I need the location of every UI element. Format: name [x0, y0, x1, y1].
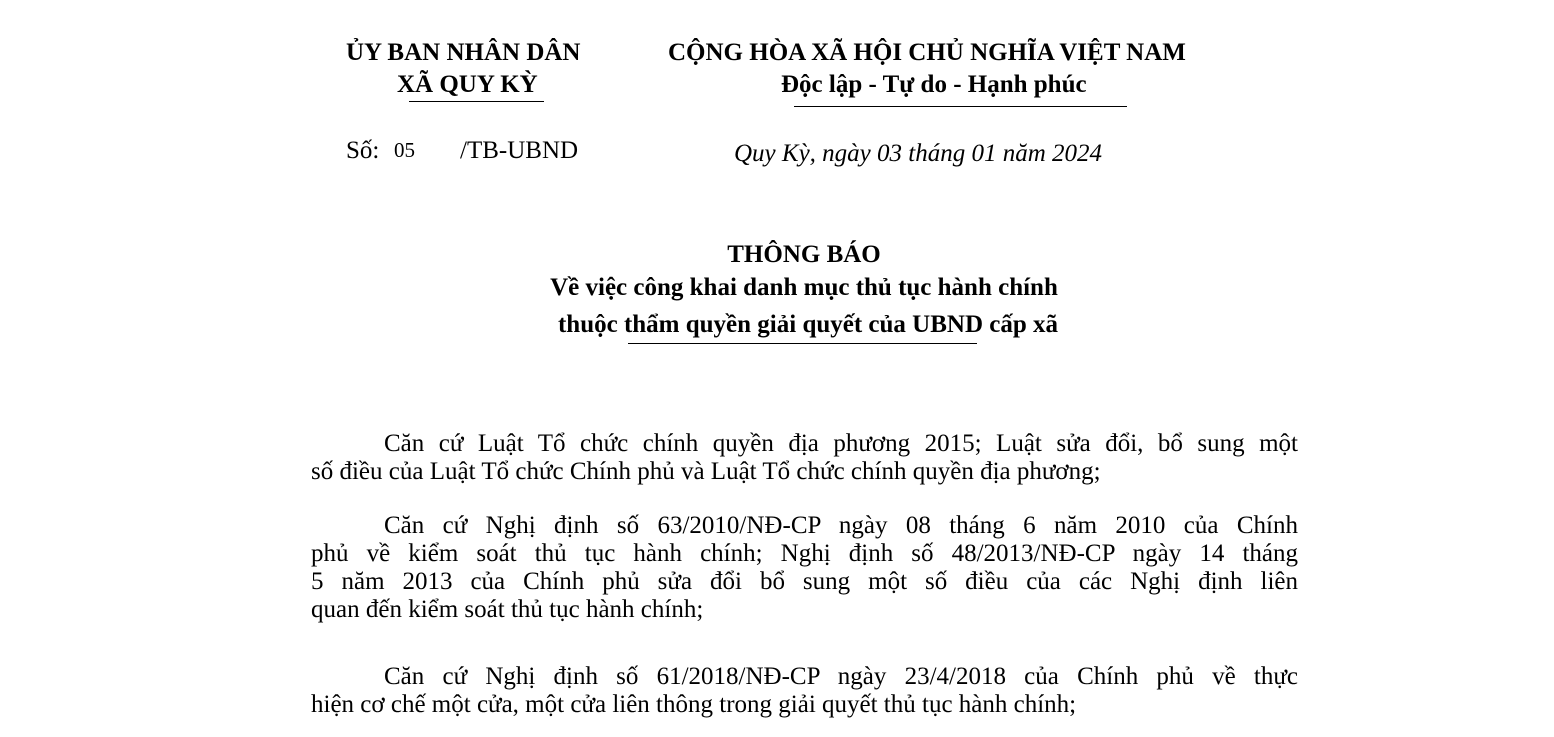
motto-underline	[794, 106, 1127, 107]
agency-name: ỦY BAN NHÂN DÂN	[346, 39, 581, 66]
doc-number-prefix: Số:	[346, 137, 380, 164]
doc-number-suffix: /TB-UBND	[460, 137, 579, 164]
document-subject-line2: thuộc thẩm quyền giải quyết của UBND cấp xã	[557, 311, 1059, 338]
paragraph-legal-basis-1	[311, 430, 1298, 486]
national-motto: Độc lập - Tự do - Hạnh phúc	[781, 71, 1087, 98]
paragraph-line: Căn cứ Luật Tổ chức chính quyền địa phương 2015; Luật sửa đổi, bổ sung một	[384, 430, 1298, 457]
subject-underline	[628, 343, 977, 344]
paragraph-line: hiện cơ chế một cửa, một cửa liên thông trong giải quyết thủ tục hành chính;	[311, 691, 1077, 718]
paragraph-line: Căn cứ Nghị định số 61/2018/NĐ-CP ngày 23/4/2018 của Chính phủ về thực	[384, 663, 1298, 690]
doc-number: 05	[394, 138, 415, 162]
paragraph-legal-basis-3	[311, 663, 1298, 719]
commune-underline	[409, 101, 544, 102]
paragraph-line: Căn cứ Nghị định số 63/2010/NĐ-CP ngày 08 tháng 6 năm 2010 của Chính	[384, 512, 1298, 539]
paragraph-legal-basis-2	[311, 512, 1298, 624]
paragraph-line: số điều của Luật Tổ chức Chính phủ và Luật Tổ chức chính quyền địa phương;	[311, 458, 1101, 485]
paragraph-line: 5 năm 2013 của Chính phủ sửa đổi bổ sung một số điều của các Nghị định liên	[311, 568, 1298, 595]
place-date: Quy Kỳ, ngày 03 tháng 01 năm 2024	[734, 140, 1103, 167]
paragraph-line: phủ về kiểm soát thủ tục hành chính; Nghị định số 48/2013/NĐ-CP ngày 14 tháng	[311, 540, 1298, 567]
document-subject-line1: Về việc công khai danh mục thủ tục hành chính	[550, 274, 1058, 301]
commune-name: XÃ QUY KỲ	[397, 71, 538, 98]
national-title: CỘNG HÒA XÃ HỘI CHỦ NGHĨA VIỆT NAM	[668, 39, 1186, 66]
document-type-heading: THÔNG BÁO	[727, 241, 881, 268]
paragraph-line: quan đến kiểm soát thủ tục hành chính;	[311, 596, 704, 623]
